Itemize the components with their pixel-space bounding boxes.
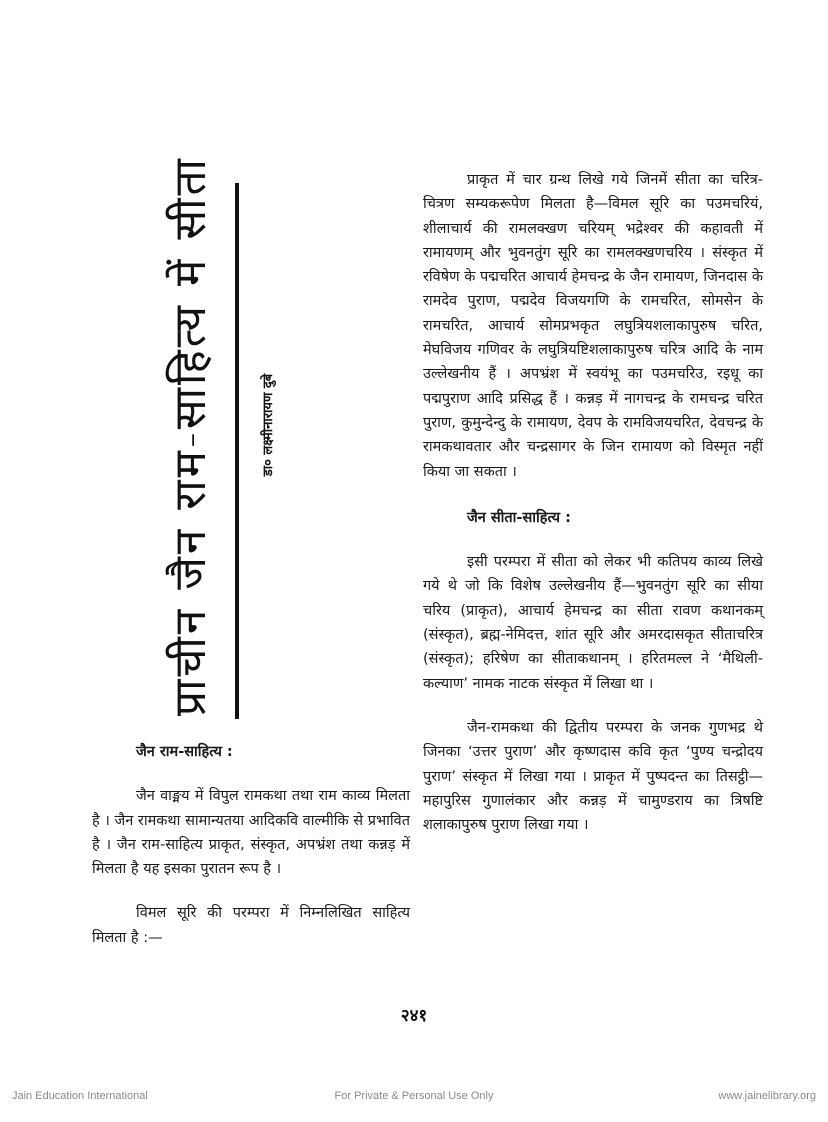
section-heading-jain-ram-sahitya: जैन राम-साहित्य :: [136, 744, 233, 760]
author-name: डा० लक्ष्मीनारायण दुबे: [261, 373, 276, 477]
paragraph-sita-works: इसी परम्परा में सीता को लेकर भी कतिपय काव्य लिखे गये थे जो कि विशेष उल्लेखनीय हैं—भुवनतुंग सूरि का सीया चरिय (प्राकृत), आचार्य हेमचन्द्र का सीता रावण कथानकम् (संस्कृत), ब्रह्म-नेमिदत्त, शांत सूरि और अमरदासकृत सीताचरित्र (संस्कृत); हरिषेण का सीताकथानम् । हरितमल्ल ने ‘मैथिली-कल्याण’ नामक नाटक संस्कृत में लिखा था ।: [423, 554, 763, 692]
article-title: प्राचीन जैन राम-साहित्य में सीता: [165, 156, 216, 716]
footer-website-link[interactable]: www.jainelibrary.org: [718, 1090, 816, 1102]
paragraph-jain-literature: जैन वाङ्मय में विपुल रामकथा तथा राम काव्य मिलता है । जैन रामकथा सामान्यतया आदिकवि वाल्मीकि से प्रभावित है । जैन राम-साहित्य प्राकृत, संस्कृत, अपभ्रंश तथा कन्नड़ में मिलता है यह इसका पुरातन रूप है ।: [92, 788, 410, 878]
section-heading-jain-sita-sahitya: जैन सीता-साहित्य :: [467, 509, 571, 526]
title-divider-rule: [235, 183, 239, 719]
right-column: [423, 168, 763, 837]
footer-publisher: Jain Education International: [12, 1090, 148, 1102]
paragraph-second-tradition: जैन-रामकथा की द्वितीय परम्परा के जनक गुणभद्र थे जिनका ‘उत्तर पुराण’ और कृष्णदास कवि कृत ‘पुण्य चन्द्रोदय पुराण’ संस्कृत में लिखा गया । प्राकृत में पुष्पदन्त का तिसट्ठी—महापुरिस गुणालंकार और कन्नड़ में चामुण्डराय का त्रिषष्टि शलाकापुरुष पुराण लिखा गया ।: [423, 719, 763, 834]
paragraph-prakrit-works: प्राकृत में चार ग्रन्थ लिखे गये जिनमें सीता का चरित्र-चित्रण सम्यकरूपेण मिलता है—विमल सूरि का पउमचरियं, शीलाचार्य की रामलक्खण चरियम् भद्रेश्वर की कहावती में रामायणम् और भुवनतुंग सूरि का रामलक्खणचरिय । संस्कृत में रविषेण के पद्मचरित आचार्य हेमचन्द्र के जैन रामायण, जिनदास के रामदेव पुराण, पद्मदेव विजयगणि के रामचरित, सोमसेन के रामचरित, आचार्य सोमप्रभकृत लघुत्रियशलाकापुरुष चरित, मेघविजय गणिवर के लघुत्रियष्टिशलाकापुरुष चरित्र आदि के नाम उल्लेखनीय हैं । अपभ्रंश में स्वयंभू का पउमचरिउ, रइधू का पद्मपुराण आदि प्रसिद्ध हैं । कन्नड़ में नागचन्द्र के रामचन्द्र चरित पुराण, कुमुन्देन्दु के रामायण, देवप के रामविजयचरित, देवचन्द्र के रामकथावतार और चन्द्रसागर के जिन रामायण को विस्मृत नहीं किया जा सकता ।: [423, 172, 763, 480]
left-column: [92, 740, 410, 950]
author-block: [257, 355, 277, 495]
paragraph-vimal-suri: विमल सूरि की परम्परा में निम्नलिखित साहित्य मिलता है :—: [92, 905, 410, 946]
article-title-block: [162, 156, 216, 716]
footer-usage-note: For Private & Personal Use Only: [334, 1090, 494, 1102]
page-number: २४१: [400, 1006, 428, 1026]
